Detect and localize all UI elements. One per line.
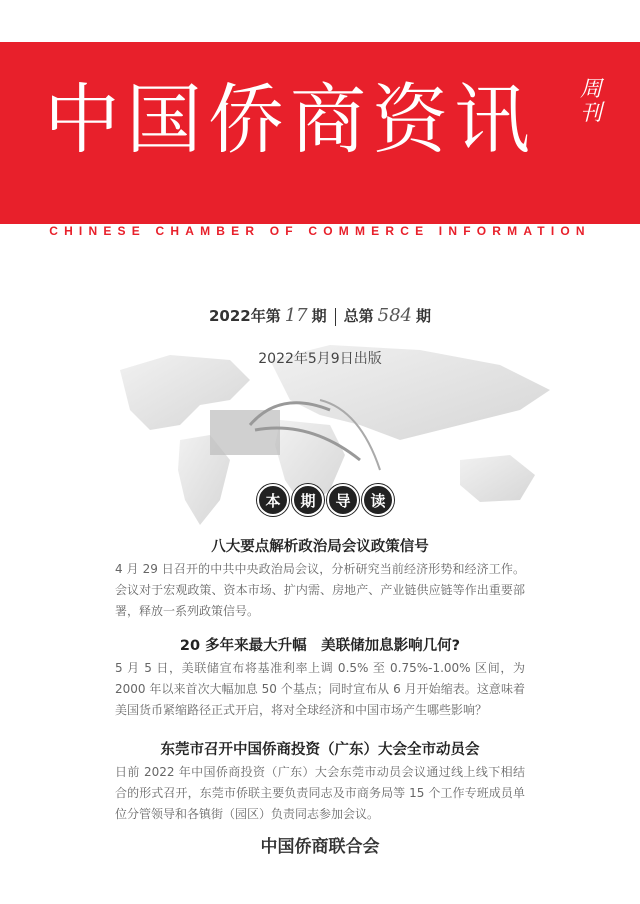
- toc-char: 期: [292, 484, 324, 516]
- article-body: 4 月 29 日召开的中共中央政治局会议，分析研究当前经济形势和经济工作。会议对于宏观政策、资本市场、扩内需、房地产、产业链供应链等作出重要部署，释放一系列政策信号。: [115, 562, 525, 618]
- article-title: 20 多年来最大升幅 美联储加息影响几何?: [179, 638, 461, 654]
- toc-char: 导: [327, 484, 359, 516]
- issue-year-label: 2022年第: [208, 307, 281, 325]
- publisher-name: 中国侨商联合会: [260, 837, 380, 857]
- article-1: [115, 537, 525, 622]
- issue-number-line: [0, 305, 640, 326]
- toc-heading: [257, 484, 394, 518]
- article-body: 5 月 5 日，美联储宣布将基准利率上调 0.5% 至 0.75%-1.00% 区间，为 2000 年以来首次大幅加息 50 个基点；同时宣布从 6 月开始缩表。这意味着美国货币紧缩路径正式开启，将对全球经济和中国市场产生哪些影响？: [115, 661, 525, 717]
- toc-char: 本: [257, 484, 289, 516]
- toc-char: 读: [362, 484, 394, 516]
- total-label: 总第: [343, 307, 374, 325]
- total-number: 584: [377, 305, 413, 326]
- issue-suffix: 期: [311, 307, 327, 325]
- issue-divider: [335, 308, 336, 326]
- total-suffix: 期: [416, 307, 432, 325]
- publish-date: 2022年5月9日出版: [258, 351, 382, 367]
- article-title: 八大要点解析政治局会议政策信号: [211, 539, 429, 555]
- weekly-seal-char: 刊: [579, 101, 602, 126]
- article-title: 东莞市召开中国侨商投资（广东）大会全市动员会: [160, 742, 480, 758]
- weekly-seal: [577, 78, 605, 130]
- masthead-subtitle: CHINESE CHAMBER OF COMMERCE INFORMATION: [49, 224, 591, 238]
- masthead-title: 中国侨商资讯: [44, 75, 536, 164]
- article-body: 日前 2022 年中国侨商投资（广东）大会东莞市动员会议通过线上线下相结合的形式召开，东莞市侨联主要负责同志及市商务局等 15 个工作专班成员单位分管领导和各镇街（园区）负责同志参加会议。: [115, 765, 525, 821]
- article-2: [115, 636, 525, 721]
- issue-number: 17: [284, 305, 308, 326]
- article-3: [115, 740, 525, 825]
- weekly-seal-char: 周: [579, 77, 602, 102]
